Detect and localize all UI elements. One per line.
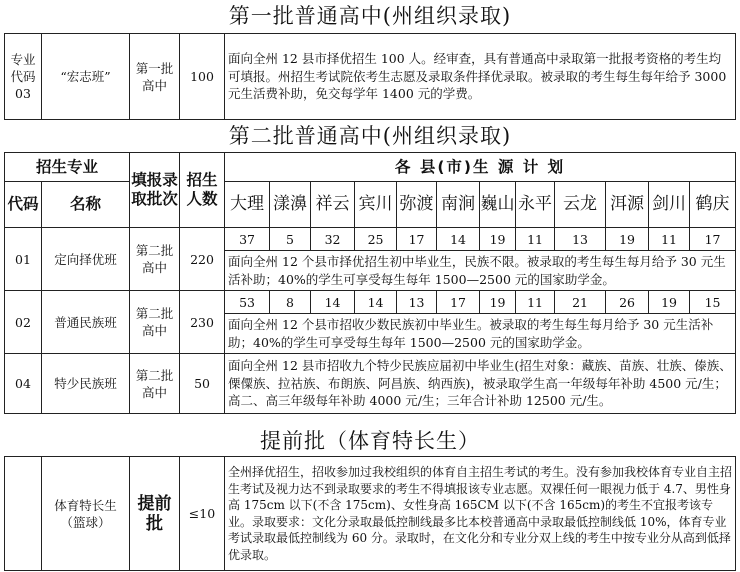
table-row: [5, 457, 736, 571]
county-header: 洱源: [606, 182, 649, 228]
table-row: [5, 34, 736, 120]
plan-cell: 21: [555, 291, 606, 314]
plan-cell: 5: [270, 228, 311, 251]
plan-cell: 11: [516, 291, 555, 314]
description-cell: 面向全州 12 个县市择优招生初中毕业生，民族不限。被录取的考生每生每月给予 30 元生活补助；40%的学生可享受每生每年 1500—2500 元的国家助学金。: [225, 251, 736, 291]
county-header: 云龙: [555, 182, 606, 228]
plan-cell: 13: [397, 291, 437, 314]
header-plan: 各 县(市)生 源 计 划: [225, 153, 736, 182]
table-row: [5, 228, 736, 251]
code-cell: 专业代码03: [5, 34, 42, 120]
table-row: [5, 354, 736, 414]
name-cell: 普通民族班: [42, 291, 130, 354]
name-cell: 定向择优班: [42, 228, 130, 291]
section1-title: 第一批普通高中(州组织录取): [228, 4, 512, 28]
code-cell: 01: [5, 228, 42, 291]
name-cell: 特少民族班: [42, 354, 130, 414]
section3-table: [4, 456, 736, 571]
plan-cell: 14: [355, 291, 397, 314]
plan-cell: 37: [225, 228, 270, 251]
plan-cell: 25: [355, 228, 397, 251]
county-header: 剑川: [649, 182, 690, 228]
plan-cell: 53: [225, 291, 270, 314]
county-header: 祥云: [311, 182, 355, 228]
batch-cell: 第一批高中: [130, 34, 180, 120]
description-cell: 面向全州 12 县市择优招生 100 人。经审查，具有普通高中录取第一批报考资格的考生均可填报。州招生考试院依考生志愿及录取条件择优录取。被录取的考生每生每年给予 3000 元生活费补助，免交每学年 1400 元的学费。: [225, 34, 736, 120]
plan-cell: 15: [690, 291, 736, 314]
county-header: 大理: [225, 182, 270, 228]
description-cell: 面向全州 12 个县市招收少数民族初中毕业生。被录取的考生每生每月给予 30 元生活补助；40%的学生可享受每生每年 1500—2500 元的国家助学金。: [225, 314, 736, 354]
plan-cell: 17: [437, 291, 480, 314]
county-header: 南涧: [437, 182, 480, 228]
section1-table: [4, 33, 736, 120]
county-header: 宾川: [355, 182, 397, 228]
header-name: 名称: [42, 182, 130, 228]
section3-title: 提前批（体育特长生）: [260, 429, 480, 453]
count-cell: 230: [180, 291, 225, 354]
batch-cell: 第二批高中: [130, 228, 180, 291]
plan-cell: 19: [649, 291, 690, 314]
description-cell: 全州择优招生，招收参加过我校组织的体育自主招生考试的考生。没有参加我校体育专业自主招生考试及视力达不到录取要求的考生不得填报该专业志愿。双裸任何一眼视力低于 4.7、男性身高 175cm 以下(不含 175cm)、女性身高 165CM 以下(不含 165cm)的考生不宜报考该专业。录取要求：文化分录取最低控制线最多比本校普通高中录取最低控制线低 10%，体育专业考试录取最低控制线为 60 分。录取时，在文化分和专业分双上线的考生中按专业分从高到低择优录取。: [225, 457, 736, 571]
plan-cell: 8: [270, 291, 311, 314]
county-header: 永平: [516, 182, 555, 228]
section2-table: [4, 152, 736, 414]
header-row: [5, 182, 736, 228]
county-header: 漾濞: [270, 182, 311, 228]
count-cell: 220: [180, 228, 225, 291]
header-batch: 填报录取批次: [130, 153, 180, 228]
plan-cell: 26: [606, 291, 649, 314]
count-cell: ≤10: [180, 457, 225, 571]
plan-cell: 32: [311, 228, 355, 251]
code-cell: [5, 457, 42, 571]
description-cell: 面向全州 12 县市招收九个特少民族应届初中毕业生(招生对象：藏族、苗族、壮族、傣族、傈僳族、拉祜族、布朗族、阿昌族、纳西族)，被录取学生高一年级每年补助 4500 元/生；高二、高三年级每年补助 4000 元/生；三年合计补助 12500 元/生。: [225, 354, 736, 414]
plan-cell: 11: [649, 228, 690, 251]
plan-cell: 19: [480, 228, 516, 251]
count-cell: 50: [180, 354, 225, 414]
batch-cell: 第二批高中: [130, 291, 180, 354]
plan-cell: 17: [690, 228, 736, 251]
name-cell: 体育特长生（篮球）: [42, 457, 130, 571]
section2-title: 第二批普通高中(州组织录取): [228, 124, 512, 148]
batch-cell: 第二批高中: [130, 354, 180, 414]
plan-cell: 14: [437, 228, 480, 251]
header-row: [5, 153, 736, 182]
county-header: 弥渡: [397, 182, 437, 228]
county-header: 巍山: [480, 182, 516, 228]
plan-cell: 17: [397, 228, 437, 251]
plan-cell: 19: [606, 228, 649, 251]
code-cell: 02: [5, 291, 42, 354]
batch-cell: 提前批: [130, 457, 180, 571]
plan-cell: 13: [555, 228, 606, 251]
header-code: 代码: [5, 182, 42, 228]
header-count: 招生人数: [180, 153, 225, 228]
table-row: [5, 291, 736, 314]
code-cell: 04: [5, 354, 42, 414]
header-major: 招生专业: [5, 153, 130, 182]
name-cell: “宏志班”: [42, 34, 130, 120]
county-header: 鹤庆: [690, 182, 736, 228]
count-cell: 100: [180, 34, 225, 120]
plan-cell: 11: [516, 228, 555, 251]
plan-cell: 14: [311, 291, 355, 314]
plan-cell: 19: [480, 291, 516, 314]
